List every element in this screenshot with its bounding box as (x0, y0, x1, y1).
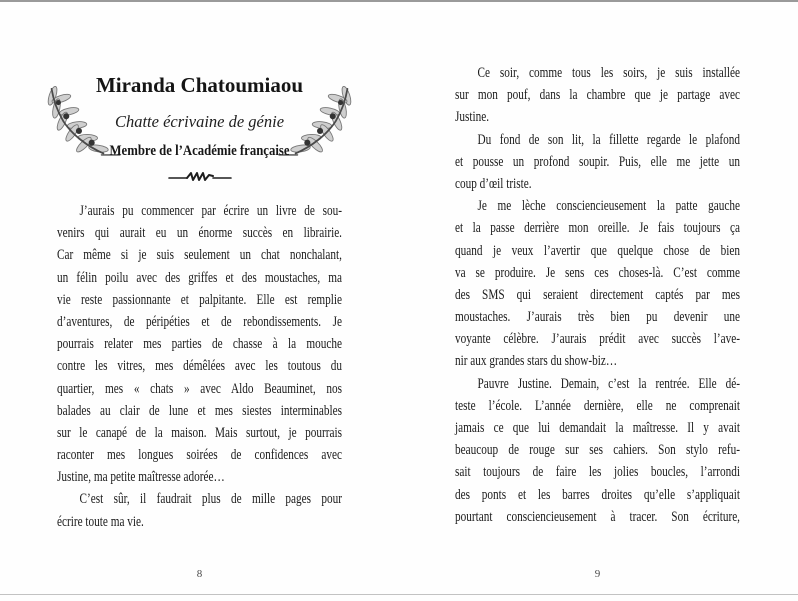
text-line: contre les vitres, mes démêlées avec les toutous du (57, 358, 342, 375)
text-line: Justine, ma petite maîtresse adorée… (57, 469, 225, 486)
text-line: beaucoup de rouge sur ses cahiers. Son stylo refu- (455, 442, 740, 459)
text-line: et la passe derrière mon oreille. Je fais toujours ça (455, 220, 740, 237)
text-line: voyante célèbre. J’aurais prédit avec succès l’ave- (455, 331, 740, 348)
text-line: Du fond de son lit, la fillette regarde le plafond (477, 131, 740, 148)
text-line: nir aux grandes stars du show-biz… (455, 353, 618, 370)
text-line: balades au clair de lune et mes siestes interminables (57, 402, 342, 419)
left-page-text (57, 200, 342, 533)
text-line: coup d’œil triste. (455, 175, 532, 192)
text-line: des SMS qui seraient directement captés par mes (455, 286, 740, 303)
text-line: jamais ce que lui demandait la maîtresse. Il y avait (455, 420, 740, 436)
text-line: venirs qui aurait eu un énorme succès en librairie. (57, 225, 342, 242)
text-line: C’est sûr, il faudrait plus de mille pages pour (79, 491, 342, 508)
page-number-right: 9 (594, 568, 601, 580)
text-line: Pauvre Justine. Demain, c’est la rentrée. Elle dé- (477, 375, 740, 392)
text-line: va se produire. Je sens ces choses-là. C’est comme (455, 264, 740, 281)
text-line: pourtant consciencieusement à tracer. Son écriture, (455, 508, 740, 525)
paragraph (57, 200, 342, 488)
text-line: un félin poilu avec des griffes et des moustaches, ma (57, 269, 342, 286)
text-line: quand je veux l’avertir que quelque chose de bien (455, 242, 740, 259)
text-line: Je me lèche consciencieusement la patte gauche (477, 198, 740, 215)
text-line: moustaches. J’aurais très bien pu devenir une (455, 309, 740, 326)
text-line: écrire toute ma vie. (57, 513, 144, 530)
paragraph (57, 488, 342, 532)
text-line: sait toujours de faire les jolies boucles, l’arrondi (455, 464, 740, 481)
page-right (455, 0, 740, 601)
paragraph (455, 129, 740, 196)
author-affiliation: Membre de l’Académie française (109, 143, 290, 159)
text-line: J’aurais pu commencer par écrire un livre de sou- (79, 203, 342, 219)
text-line: Ce soir, comme tous les soirs, je suis installée (477, 65, 740, 81)
paragraph (455, 62, 740, 129)
squiggle-divider-icon (57, 170, 342, 186)
text-line: sur mon pouf, dans la chambre que je partage avec (455, 87, 740, 104)
page-number-left: 8 (196, 568, 203, 580)
text-line: d’aventures, de péripéties et de rebondissements. Je (57, 313, 342, 330)
page-left (57, 0, 342, 601)
paragraph (455, 195, 740, 373)
author-title: Miranda Chatoumiaou (95, 73, 304, 97)
bottom-edge-rule (0, 594, 798, 595)
text-line: et pousse un profond soupir. Puis, elle me jette un (455, 153, 740, 170)
paragraph (455, 373, 740, 528)
text-line: des ponts et les barres droites qu’elle s’appliquait (455, 486, 740, 503)
author-subtitle: Chatte écrivaine de génie (114, 112, 285, 131)
text-line: Car même si je suis seulement un chat nonchalant, (57, 247, 342, 264)
text-line: pourrais relater mes parties de chasse à la mouche (57, 336, 342, 353)
text-line: vie reste passionnante et palpitante. Elle est remplie (57, 291, 342, 308)
text-line: raconter mes longues soirées de confidences avec (57, 447, 342, 464)
text-line: sur le canapé de la maison. Mais surtout, je pourrais (57, 424, 342, 441)
text-line: teste l’école. L’année dernière, elle ne comprenait (455, 397, 740, 414)
text-line: Justine. (455, 109, 490, 126)
text-line: quartier, mes « chats » avec Aldo Beauminet, nos (57, 380, 342, 397)
right-page-text (455, 62, 740, 528)
